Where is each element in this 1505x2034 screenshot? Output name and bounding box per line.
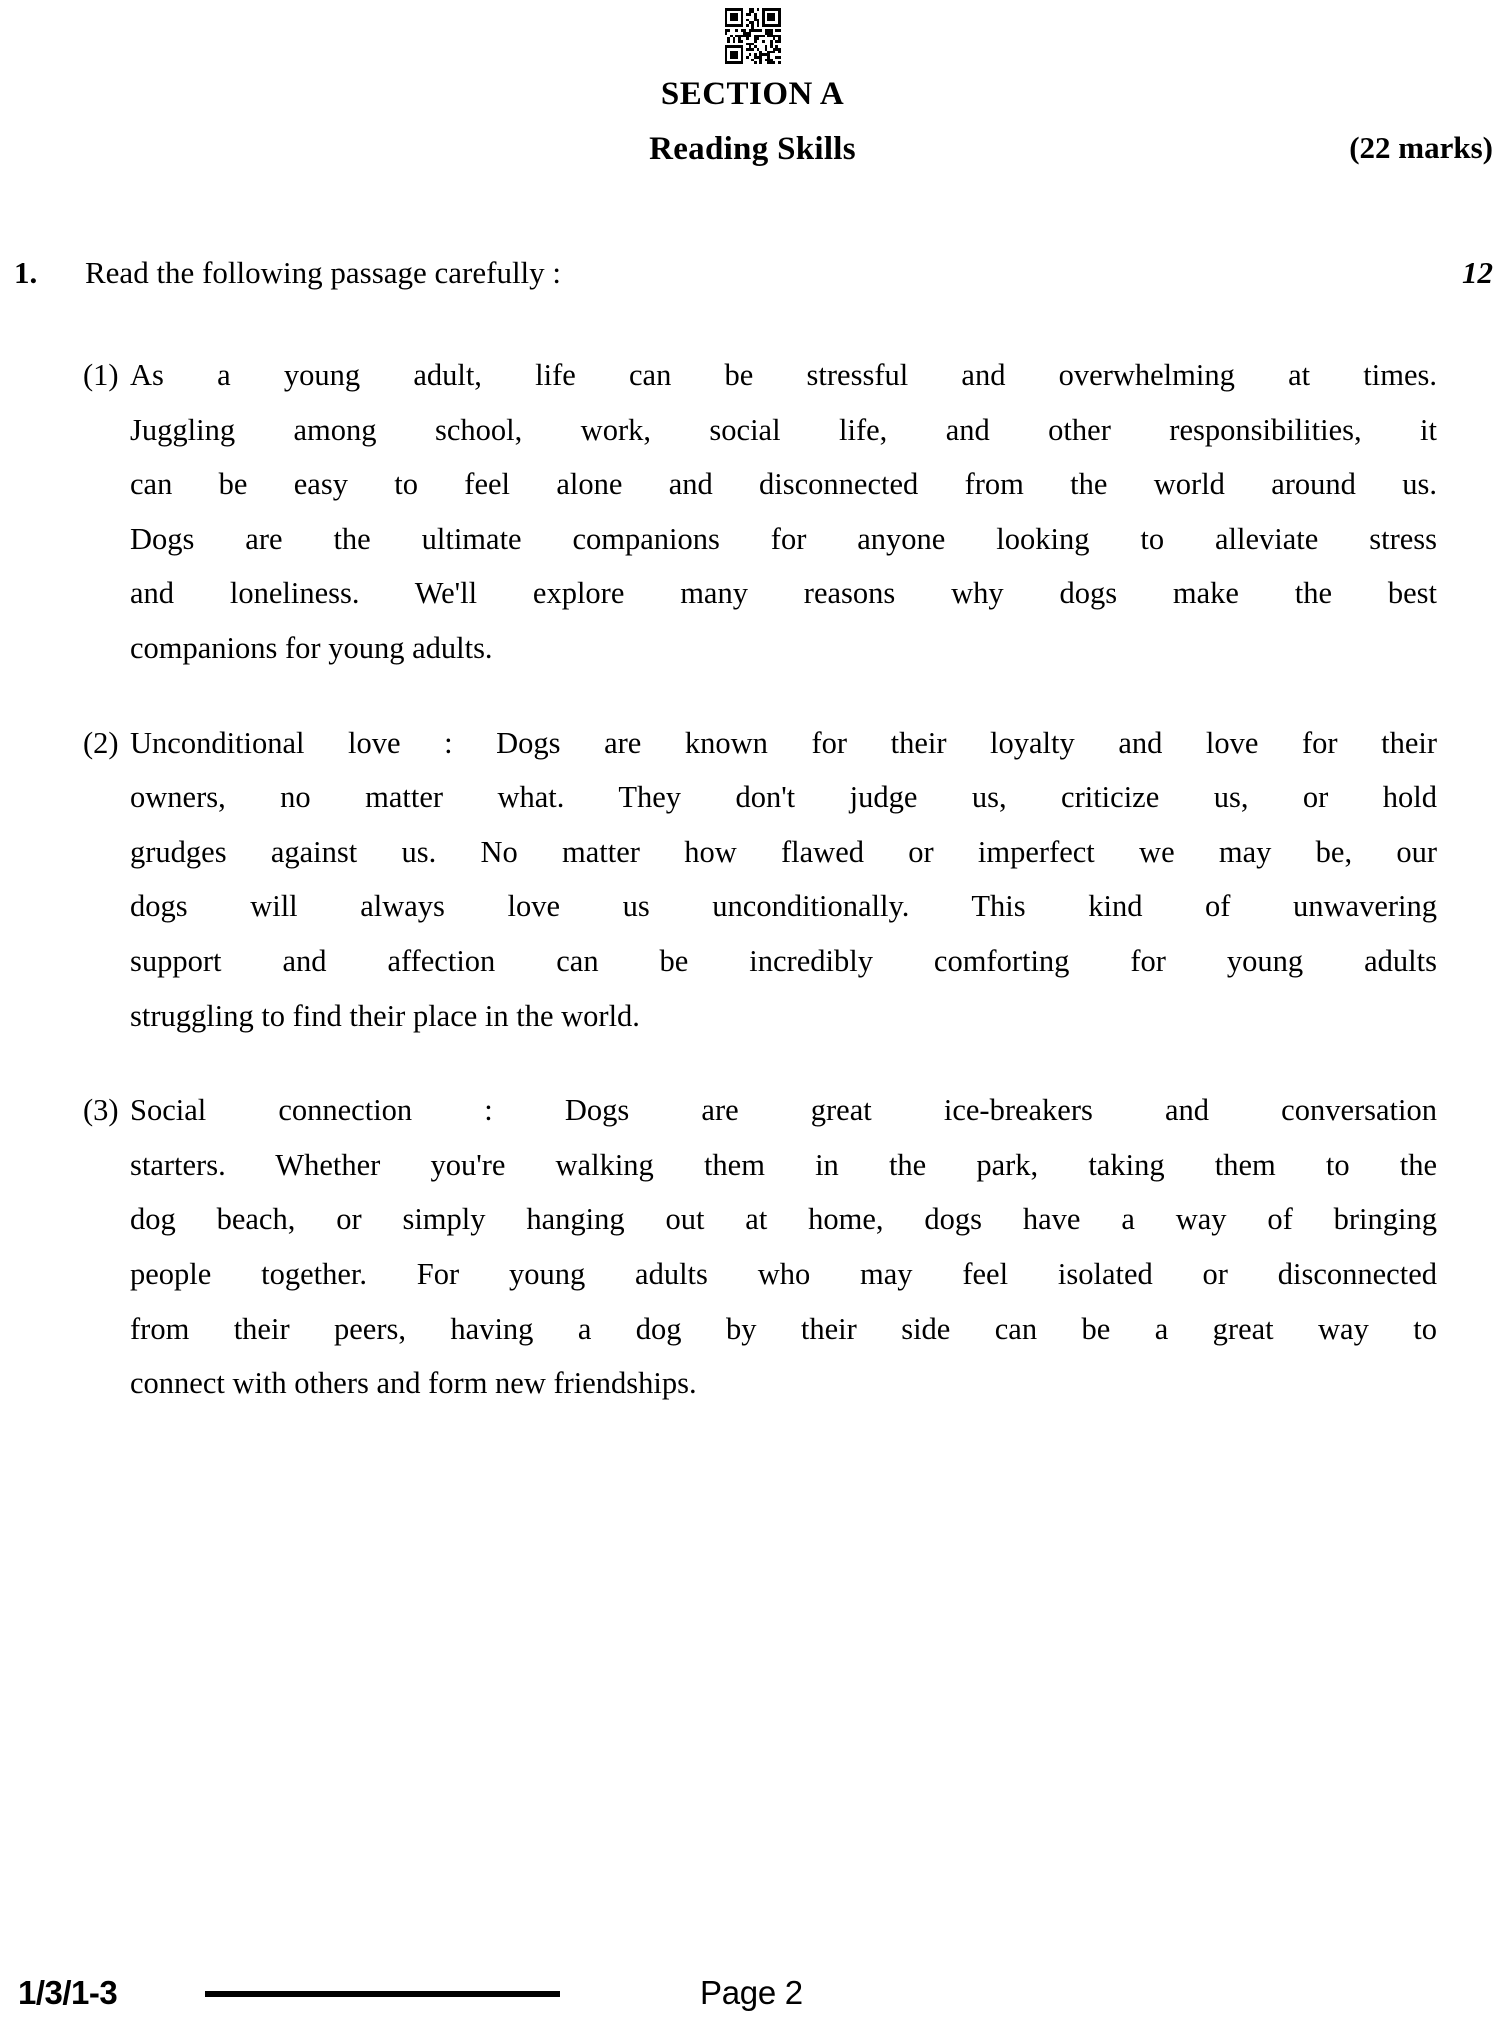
question-text: Read the following passage carefully :	[85, 255, 562, 290]
paragraph-line: Social connection : Dogs are great ice-breakers and conversation	[130, 1093, 1437, 1128]
paragraph-line: struggling to find their place in the world.	[130, 998, 640, 1033]
paragraph-body	[130, 348, 1437, 676]
paragraph-line: Unconditional love : Dogs are known for their loyalty and love for their	[130, 725, 1437, 760]
footer-divider	[205, 1991, 560, 1997]
section-title: SECTION A	[660, 76, 845, 112]
passage-paragraph	[83, 1083, 1437, 1411]
paragraph-line: starters. Whether you're walking them in the park, taking them to the	[130, 1147, 1437, 1182]
paragraph-marker: (3)	[83, 1093, 119, 1128]
paragraph-line: dogs will always love us unconditionally. This kind of unwavering	[130, 889, 1437, 924]
section-marks-label: (22 marks)	[1349, 130, 1493, 166]
subtitle-row	[0, 129, 1505, 173]
paragraph-body	[130, 716, 1437, 1044]
paragraph-marker: (2)	[83, 725, 119, 760]
paragraph-line: As a young adult, life can be stressful and overwhelming at times.	[130, 358, 1437, 392]
paragraph-line: owners, no matter what. They don't judge us, criticize us, or hold	[130, 780, 1437, 815]
paragraph-line: grudges against us. No matter how flawed or imperfect we may be, our	[130, 834, 1437, 869]
paragraph-line: Juggling among school, work, social life, and other responsibilities, it	[130, 412, 1437, 447]
paragraph-line: Dogs are the ultimate companions for anyone looking to alleviate stress	[130, 521, 1437, 556]
question-1-row	[14, 255, 1493, 299]
page-number-label: Page 2	[700, 1974, 803, 2011]
page-header	[0, 74, 1505, 173]
question-number: 1.	[14, 255, 38, 290]
paragraph-line: connect with others and form new friendships.	[130, 1366, 697, 1401]
paper-code: 1/3/1-3	[18, 1974, 118, 2011]
paragraph-line: companions for young adults.	[130, 630, 493, 665]
paragraph-line: dog beach, or simply hanging out at home, dogs have a way of bringing	[130, 1202, 1437, 1237]
paragraph-line: from their peers, having a dog by their side can be a great way to	[130, 1311, 1437, 1346]
passage-paragraph	[83, 348, 1437, 676]
paragraph-line: and loneliness. We'll explore many reasons why dogs make the best	[130, 576, 1437, 611]
page-footer	[0, 1960, 1505, 2012]
paragraph-line: people together. For young adults who may feel isolated or disconnected	[130, 1256, 1437, 1291]
question-marks: 12	[1462, 255, 1493, 290]
passage-paragraph	[83, 716, 1437, 1044]
reading-passage	[83, 348, 1437, 1411]
section-subtitle: Reading Skills	[649, 131, 856, 168]
paragraph-marker: (1)	[83, 358, 119, 392]
paragraph-line: can be easy to feel alone and disconnected from the world around us.	[130, 467, 1437, 502]
paragraph-line: support and affection can be incredibly comforting for young adults	[130, 943, 1437, 978]
qr-code-icon	[725, 8, 781, 64]
paragraph-body	[130, 1083, 1437, 1411]
qr-code-container	[0, 8, 1505, 64]
